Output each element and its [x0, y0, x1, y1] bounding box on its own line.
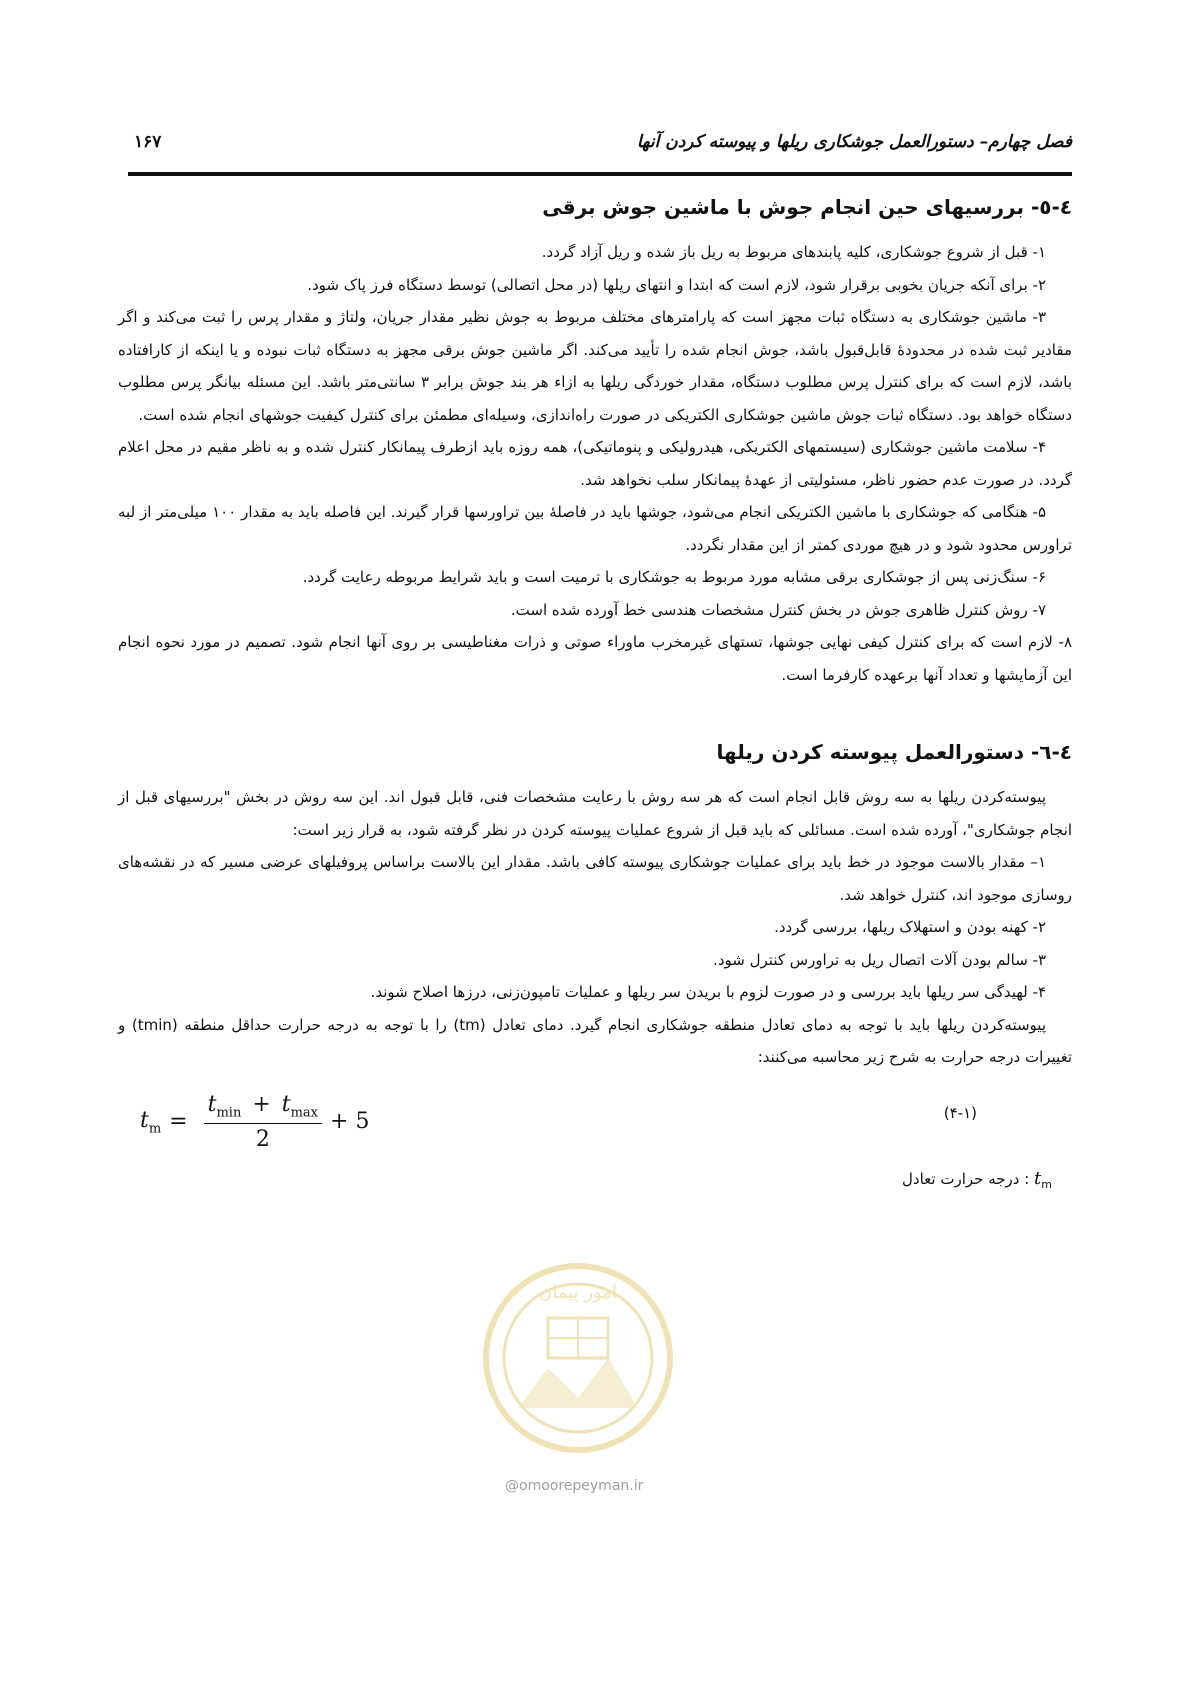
page-number: ۱۶۷ [134, 132, 162, 152]
svg-text:امور پیمان: امور پیمان [539, 1282, 617, 1303]
equals-sign: = [169, 1109, 188, 1135]
fraction-denominator: 2 [255, 1126, 270, 1152]
symbol-definition: $t_m$ : درجه حرارت تعادل [902, 1167, 1052, 1191]
list-item: ۳- ماشین جوشکاری به دستگاه ثبات مجهز است که پارامترهای مختلف مربوط به جوش نظیر مقدار جریان، ولتاژ و مقدار پرس را ثبت می‌کند و اگر مقادیر ثبت شده در محدودهٔ قابل‌قبول باشد، جوش انجام شده را تأیید می‌کند. اگر ماشین جوش برقی مجهز به دستگاه ثبات نبوده و یا اینکه از کارافتاده باشد، لازم است که برای کنترل پرس مطلوب دستگاه، مقدار خوردگی ریلها به ازاء هر بند جوش برابر ۳ سانتی‌متر باشد. این مسئله بیانگر پرس مطلوب دستگاه خواهد بود. دستگاه ثبات جوش ماشین جوشکاری الکتریکی در صورت راه‌اندازی، وسیله‌ای مطمئن برای کنترل کیفیت جوشهای انجام شده است. [118, 308, 1072, 424]
chapter-title: فصل چهارم– دستورالعمل جوشکاری ریلها و پیوسته کردن آنها [636, 132, 1072, 152]
fraction-numerator: $t_{min} + t_{max}$ [204, 1092, 322, 1124]
list-item: ۳- سالم بودن آلات اتصال ریل به تراورس کنترل شود. [713, 950, 1046, 969]
list-item: ۱– مقدار بالاست موجود در خط باید برای عملیات جوشکاری پیوسته کافی باشد. مقدار این بالاست براساس پروفیلهای عرضی مسیر که در نقشه‌های روسازی موجود اند، کنترل خواهد شد. [118, 853, 1072, 904]
equation-lhs: $t_m$ [140, 1107, 162, 1136]
page-content [118, 188, 1072, 1200]
intro-paragraph: پیوسته‌کردن ریلها به سه روش قابل انجام است که هر سه روش با رعایت مشخصات فنی، قابل قبول اند. این سه روش در بخش "بررسیهای قبل از انجام جوشکاری"، آورده شده است. مسائلی که باید قبل از شروع عملیات پیوسته کردن در نظر گرفته شود، به قرار زیر است: [118, 788, 1072, 839]
list-item: ۵- هنگامی که جوشکاری با ماشین الکتریکی انجام می‌شود، جوشها باید در فاصلهٔ بین تراورسها قرار گیرند. این فاصله باید به مقدار ۱۰۰ میلی‌متر از لبه تراورس محدود شود و در هیچ موردی کمتر از این مقدار نگردد. [118, 503, 1072, 554]
list-item: ۱- قبل از شروع جوشکاری، کلیه پابندهای مربوط به ریل باز شده و ریل آزاد گردد. [541, 243, 1046, 261]
equation [140, 1092, 369, 1152]
section-heading: ٤-٦- دستورالعمل پیوسته کردن ریلها [716, 740, 1072, 764]
body-paragraph: پیوسته‌کردن ریلها باید با توجه به دمای تعادل منطقه جوشکاری انجام گیرد. دمای تعادل (tm) را با توجه به درجه حرارت حداقل منطقه (tmin) و تغییرات درجه حرارت به شرح زیر محاسبه می‌کنند: [118, 1015, 1072, 1066]
list-item: ۴- سلامت ماشین جوشکاری (سیستمهای الکتریکی، هیدرولیکی و پنوماتیکی)، همه روزه باید ازطرف پیمانکار کنترل شده و به ناظر مقیم در محل اعلام گردد. در صورت عدم حضور ناظر، مسئولیتی از عهدهٔ پیمانکار سلب نخواهد شد. [118, 438, 1072, 489]
equation-tail: + 5 [330, 1109, 370, 1135]
watermark-site: @omoorepeyman.ir [505, 1478, 644, 1494]
list-item: ۲- کهنه بودن و استهلاک ریلها، بررسی گردد. [774, 918, 1046, 936]
equation-row [118, 1086, 1072, 1162]
list-item: ۶- سنگ‌زنی پس از جوشکاری برقی مشابه مورد مربوط به جوشکاری با ترمیت است و باید شرایط مربوطه رعایت گردد. [302, 568, 1046, 586]
watermark-logo [478, 1258, 678, 1458]
fraction [204, 1092, 322, 1152]
equation-number: (۴-۱) [943, 1103, 977, 1122]
list-item: ۸- لازم است که برای کنترل کیفی نهایی جوشها، تستهای غیرمخرب ماوراء صوتی و ذرات مغناطیسی بر روی آنها انجام شود. تصمیم در مورد نحوه انجام این آزمایشها و تعداد آنها برعهده کارفرما است. [118, 633, 1072, 684]
list-item: ۴- لهیدگی سر ریلها باید بررسی و در صورت لزوم با بریدن سر ریلها و عملیات تامپون‌زنی، درزها اصلاح شوند. [370, 983, 1046, 1001]
list-item: ۷- روش کنترل ظاهری جوش در بخش کنترل مشخصات هندسی خط آورده شده است. [510, 600, 1046, 619]
list-item: ۲- برای آنکه جریان بخوبی برقرار شود، لازم است که ابتدا و انتهای ریلها (در محل اتصالی) توسط دستگاه فرز پاک شود. [307, 275, 1046, 294]
page-header [128, 132, 1072, 176]
section-heading: ٤-٥- بررسیهای حین انجام جوش با ماشین جوش برقی [542, 195, 1072, 219]
